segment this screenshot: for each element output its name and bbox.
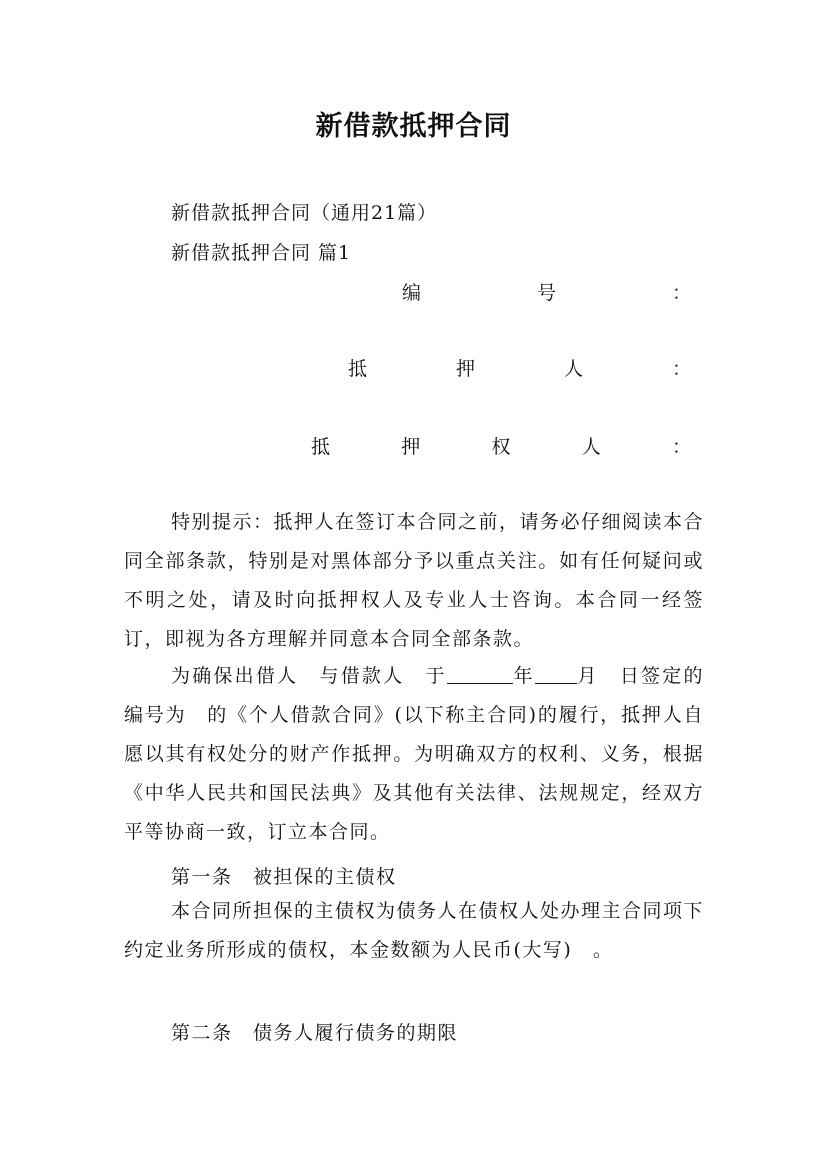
blank-line <box>535 664 577 684</box>
special-notice: 特别提示：抵押人在签订本合同之前，请务必仔细阅读本合同全部条款，特别是对黑体部分予以重点关注。如有任何疑问或不明之处，请及时向抵押权人及专业人士咨询。本合同一经签订，即视为各方理解并同意本合同全部条款。 <box>124 511 705 650</box>
section-title: 新借款抵押合同 篇1 <box>171 242 352 264</box>
article-2-heading: 第二条 债务人履行债务的期限 <box>171 1022 459 1044</box>
mortgagee-field-colon: ： <box>671 436 691 458</box>
mortgagee-field-char: 人 <box>581 436 601 458</box>
article-1-body: 本合同所担保的主债权为债务人在债权人处办理主合同项下约定业务所形成的债权，本金数额为人民币(大写) 。 <box>124 900 705 961</box>
intro-text: 为确保出借人 与借款人 于 <box>171 665 447 687</box>
article-1-heading: 第一条 被担保的主债权 <box>171 866 397 888</box>
intro-year: 年 <box>512 665 535 687</box>
mortgagor-field-colon: ： <box>671 358 691 380</box>
number-field-char: 编 <box>402 282 422 304</box>
number-field-colon: ： <box>671 282 691 304</box>
mortgagor-field-char: 人 <box>563 358 583 380</box>
number-field-char: 号 <box>536 282 556 304</box>
document-subtitle: 新借款抵押合同（通用21篇） <box>171 202 438 224</box>
mortgagor-field <box>348 354 691 381</box>
intro-text-rest: 月 日签定的编号为 的《个人借款合同》(以下称主合同)的履行，抵押人自愿以其有权处分的财产作抵押。为明确双方的权利、义务，根据《中华人民共和国民法典》及其他有关法律、法规规定，经双方平等协商一致，订立本合同。 <box>124 665 704 843</box>
intro-paragraph <box>124 657 704 852</box>
number-field <box>402 278 691 305</box>
mortgagor-field-char: 抵 <box>348 358 368 380</box>
mortgagee-field-char: 抵 <box>311 436 331 458</box>
mortgagee-field-char: 权 <box>491 436 511 458</box>
mortgagor-field-char: 押 <box>455 358 475 380</box>
mortgagee-field-char: 押 <box>401 436 421 458</box>
mortgagee-field <box>311 432 691 459</box>
blank-line <box>447 664 513 684</box>
document-title: 新借款抵押合同 <box>315 111 512 142</box>
